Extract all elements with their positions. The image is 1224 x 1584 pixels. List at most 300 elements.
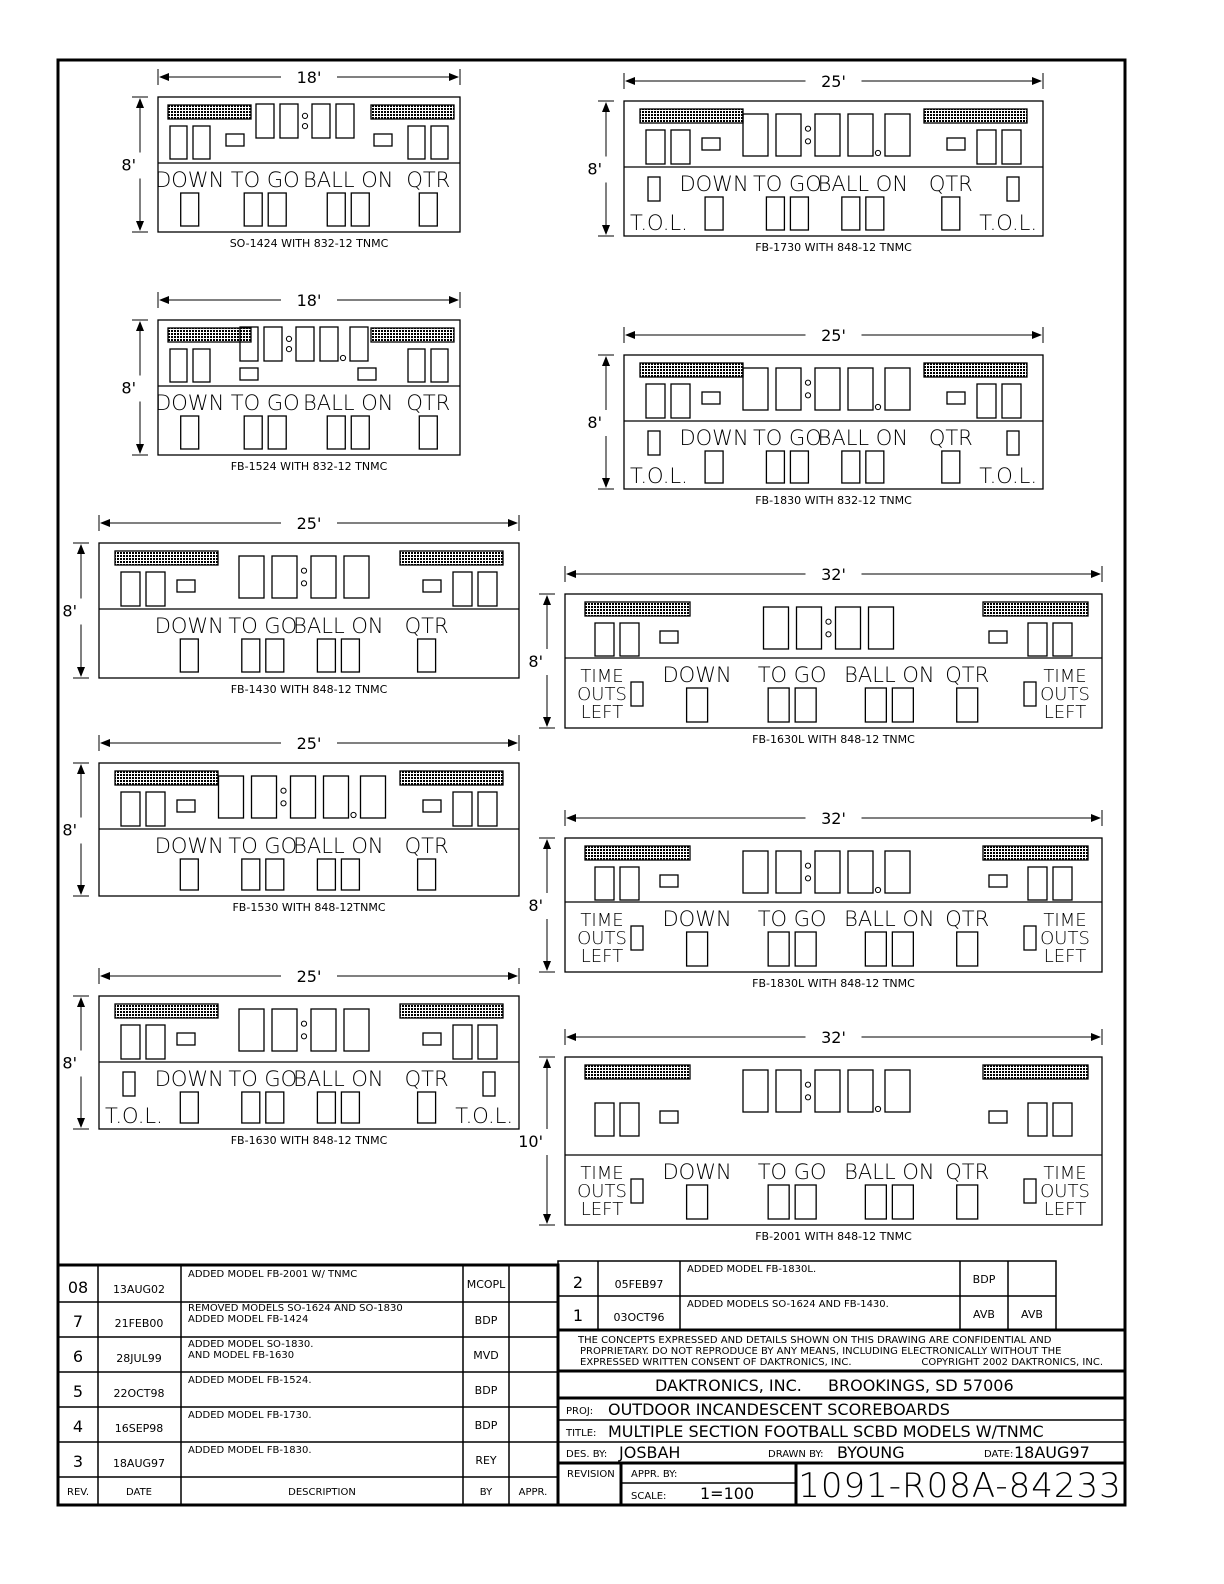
label-qtr: QTR (404, 1067, 449, 1091)
digit-down (705, 451, 723, 483)
tenths-digit (885, 851, 910, 893)
timeout-indicator-left (123, 1072, 135, 1096)
home-score-digit (595, 623, 614, 656)
drawn-label: DRAWN BY: (768, 1449, 824, 1460)
height-label: 8' (121, 155, 136, 175)
digit-ball-on (317, 639, 335, 672)
possession-indicator-right (423, 580, 441, 592)
digit-ball-on (327, 416, 345, 449)
tenths-digit (885, 114, 910, 156)
digit-to-go (242, 1092, 260, 1123)
message-matrix-left (168, 328, 251, 342)
digit-down (180, 859, 198, 890)
model-caption: FB-1530 WITH 848-12TNMC (232, 901, 386, 914)
label-qtr: QTR (945, 1160, 990, 1184)
header-appr: APPR. (518, 1487, 548, 1498)
rev-number: 2 (572, 1273, 584, 1292)
home-score-digit (595, 1103, 614, 1136)
rev-date: 22OCT98 (113, 1387, 165, 1400)
message-matrix-left (168, 105, 251, 119)
label-ball-on: BALL ON (844, 663, 935, 687)
home-score-digit (646, 384, 665, 418)
possession-indicator-right (989, 1111, 1007, 1123)
width-label: 32' (821, 809, 846, 828)
possession-indicator-left (226, 134, 244, 146)
digit-to-go (242, 859, 260, 890)
width-label: 32' (821, 565, 846, 584)
guest-score-digit (431, 126, 448, 159)
guest-score-digit (478, 572, 497, 606)
timeouts-left-label-right: TIME OUTS LEFT (1040, 666, 1090, 723)
guest-score-digit (478, 1025, 497, 1059)
label-to-go: TO GO (757, 907, 827, 931)
clock-digit (320, 327, 338, 361)
timeout-indicator-right (1024, 926, 1036, 950)
rev-description: ADDED MODEL FB-1830L. (687, 1264, 817, 1275)
digit-qtr (418, 859, 436, 890)
colon-dot (805, 1082, 810, 1087)
digit-down (687, 1185, 708, 1219)
digit-ball-on (317, 859, 335, 890)
digit-ball-on (866, 197, 884, 230)
message-matrix-right (983, 1065, 1088, 1079)
digit-down (181, 193, 199, 226)
label-ball-on: BALL ON (844, 907, 935, 931)
home-score-digit (620, 623, 639, 656)
message-matrix-right (400, 771, 503, 785)
digit-ball-on (892, 688, 913, 722)
clock-digit (324, 776, 349, 818)
digit-qtr (942, 197, 960, 230)
possession-indicator-right (423, 800, 441, 812)
rev-description: ADDED MODEL SO-1830. (188, 1339, 314, 1350)
model-caption: FB-1430 WITH 848-12 TNMC (230, 683, 388, 696)
home-score-digit (121, 1025, 140, 1059)
digit-to-go (266, 639, 284, 672)
clock-digit (311, 1009, 336, 1051)
clock-digit (776, 851, 801, 893)
label-to-go: TO GO (228, 1067, 298, 1091)
clock-digit (344, 556, 369, 598)
width-label: 25' (296, 734, 322, 753)
guest-score-digit (453, 1025, 472, 1059)
rev-by: MCOPL (466, 1278, 506, 1291)
colon-dot (805, 139, 810, 144)
digit-to-go (790, 451, 808, 483)
digit-to-go (266, 1092, 284, 1123)
scoreboard-fb1830l (528, 809, 1102, 990)
clock-digit (239, 1009, 264, 1051)
colon-dot (805, 876, 810, 881)
clock-digit (797, 607, 822, 649)
rev-number: 3 (72, 1452, 84, 1471)
guest-score-digit (1028, 867, 1047, 900)
digit-to-go (268, 416, 286, 449)
message-matrix-right (983, 602, 1088, 616)
scoreboard-so1424 (121, 68, 460, 250)
height-label: 8' (62, 820, 77, 840)
model-caption: FB-1630L WITH 848-12 TNMC (752, 733, 915, 746)
clock-digit (743, 1070, 768, 1112)
digit-ball-on (341, 859, 359, 890)
possession-indicator-right (989, 631, 1007, 643)
revision-label: REVISION (567, 1469, 615, 1480)
label-to-go: TO GO (228, 834, 298, 858)
board-outline (565, 1057, 1102, 1225)
guest-score-digit (1028, 623, 1047, 656)
height-label: 10' (518, 1132, 543, 1151)
rev-description: ADDED MODEL FB-1830. (188, 1445, 312, 1456)
label-qtr: QTR (945, 663, 990, 687)
rev-number: 08 (67, 1278, 89, 1297)
model-caption: FB-2001 WITH 848-12 TNMC (755, 1230, 912, 1243)
rev-description: ADDED MODEL FB-1730. (188, 1410, 312, 1421)
possession-indicator-left (177, 580, 195, 592)
scoreboard-drawings (62, 68, 1102, 1243)
height-label: 8' (587, 413, 602, 432)
decimal-dot (875, 1106, 880, 1111)
timeout-indicator-left (631, 926, 643, 950)
rev-number: 5 (72, 1382, 84, 1401)
timeout-indicator-left (631, 682, 643, 706)
width-label: 32' (821, 1028, 846, 1047)
colon-dot (805, 393, 810, 398)
scoreboard-fb1630 (62, 967, 519, 1147)
home-score-digit (121, 572, 140, 606)
clock-digit (264, 327, 282, 361)
revision-rows-right (573, 1264, 1043, 1325)
timeout-indicator-left (648, 431, 660, 455)
label-qtr: QTR (406, 168, 451, 192)
rev-by: BDP (474, 1384, 498, 1397)
clock-digit (336, 104, 354, 138)
clock-digit (743, 114, 768, 156)
possession-indicator-left (702, 138, 720, 150)
clock-digit (848, 368, 873, 410)
home-score-digit (146, 1025, 165, 1059)
digit-to-go (766, 197, 784, 230)
des-label: DES. BY: (566, 1449, 608, 1460)
possession-indicator-left (660, 875, 678, 887)
label-ball-on: BALL ON (303, 391, 394, 415)
model-caption: FB-1630 WITH 848-12 TNMC (230, 1134, 388, 1147)
colon-dot (301, 568, 306, 573)
guest-score-digit (431, 349, 448, 382)
label-down: DOWN (155, 391, 225, 415)
label-ball-on: BALL ON (293, 1067, 384, 1091)
label-to-go: TO GO (757, 1160, 827, 1184)
guest-score-digit (1028, 1103, 1047, 1136)
clock-digit (776, 114, 801, 156)
colon-dot (302, 124, 307, 129)
height-label: 8' (528, 896, 543, 915)
possession-indicator-left (660, 631, 678, 643)
rev-appr: AVB (1021, 1308, 1043, 1321)
height-label: 8' (62, 1053, 77, 1073)
home-score-digit (671, 130, 690, 164)
timeouts-left-label-left: TIME OUTS LEFT (577, 666, 627, 723)
label-down: DOWN (679, 426, 749, 450)
rev-number: 7 (72, 1312, 84, 1331)
tol-label-left: T.O.L. (105, 1104, 163, 1128)
guest-score-digit (453, 572, 472, 606)
clock-digit (280, 104, 298, 138)
decimal-dot (875, 150, 880, 155)
rev-description: REMOVED MODELS SO-1624 AND SO-1830 (188, 1303, 403, 1314)
width-label: 25' (821, 72, 846, 91)
guest-score-digit (1002, 130, 1021, 164)
digit-ball-on (865, 688, 886, 722)
digit-ball-on (842, 451, 860, 483)
rev-number: 1 (572, 1306, 584, 1325)
guest-score-digit (408, 349, 425, 382)
header-by: BY (479, 1487, 493, 1498)
colon-dot (281, 801, 286, 806)
label-qtr: QTR (406, 391, 451, 415)
drawing-date: 18AUG97 (1014, 1443, 1090, 1462)
clock-digit (291, 776, 316, 818)
colon-dot (826, 632, 831, 637)
label-ball-on: BALL ON (293, 834, 384, 858)
digit-ball-on (892, 932, 913, 966)
digit-qtr (419, 193, 437, 226)
rev-number: 6 (72, 1347, 84, 1366)
tenths-digit (350, 327, 368, 361)
height-label: 8' (587, 159, 602, 179)
rev-description: ADDED MODEL FB-1524. (188, 1375, 312, 1386)
model-caption: SO-1424 WITH 832-12 TNMC (229, 237, 389, 250)
scoreboard-fb2001 (518, 1028, 1102, 1243)
colon-dot (826, 619, 831, 624)
colon-dot (805, 1095, 810, 1100)
timeout-indicator-left (631, 1179, 643, 1203)
guest-score-digit (1053, 623, 1072, 656)
label-qtr: QTR (404, 834, 449, 858)
guest-score-digit (1002, 384, 1021, 418)
width-label: 18' (296, 68, 322, 87)
home-score-digit (193, 349, 210, 382)
clock-digit (296, 327, 314, 361)
rev-by: BDP (474, 1314, 498, 1327)
clock-digit (836, 607, 861, 649)
guest-score-digit (478, 792, 497, 826)
notice-line-3: EXPRESSED WRITTEN CONSENT OF DAKTRONICS, INC. (580, 1357, 852, 1368)
rev-date: 18AUG97 (112, 1457, 166, 1470)
possession-indicator-right (947, 392, 965, 404)
proj-label: PROJ: (566, 1406, 594, 1417)
home-score-digit (170, 349, 187, 382)
model-caption: FB-1730 WITH 848-12 TNMC (755, 241, 912, 254)
timeout-indicator-right (1024, 1179, 1036, 1203)
digit-qtr (957, 932, 978, 966)
copyright: COPYRIGHT 2002 DAKTRONICS, INC. (921, 1357, 1103, 1368)
digit-ball-on (892, 1185, 913, 1219)
clock-digit (764, 607, 789, 649)
tol-label-right: T.O.L. (979, 211, 1037, 235)
rev-date: 03OCT96 (613, 1311, 665, 1324)
home-score-digit (146, 792, 165, 826)
possession-indicator-left (702, 392, 720, 404)
decimal-dot (875, 404, 880, 409)
label-to-go: TO GO (757, 663, 827, 687)
home-score-digit (146, 572, 165, 606)
scoreboard-fb1524 (121, 291, 460, 473)
label-ball-on: BALL ON (817, 172, 909, 196)
clock-digit (239, 556, 264, 598)
colon-dot (281, 788, 286, 793)
rev-by: AVB (973, 1308, 995, 1321)
digit-ball-on (327, 193, 345, 226)
possession-indicator-left (177, 800, 195, 812)
digit-ball-on (866, 451, 884, 483)
clock-digit (815, 851, 840, 893)
label-ball-on: BALL ON (303, 168, 394, 192)
clock-digit (869, 607, 894, 649)
label-to-go: TO GO (230, 391, 300, 415)
clock-digit (848, 114, 873, 156)
digit-ball-on (865, 932, 886, 966)
revision-rows-left (67, 1269, 547, 1498)
label-to-go: TO GO (752, 426, 822, 450)
label-ball-on: BALL ON (817, 426, 909, 450)
clock-digit (272, 1009, 297, 1051)
possession-indicator-right (947, 138, 965, 150)
drawing-title: MULTIPLE SECTION FOOTBALL SCBD MODELS W/TNMC (608, 1422, 1044, 1441)
message-matrix-left (585, 602, 690, 616)
digit-to-go (244, 193, 262, 226)
label-down: DOWN (662, 1160, 732, 1184)
clock-digit (776, 368, 801, 410)
header-date: DATE (125, 1487, 153, 1498)
guest-score-digit (1053, 867, 1072, 900)
home-score-digit (620, 867, 639, 900)
digit-to-go (242, 639, 260, 672)
rev-date: 16SEP98 (114, 1422, 164, 1435)
timeouts-left-label-left: TIME OUTS LEFT (577, 1163, 627, 1220)
digit-ball-on (341, 639, 359, 672)
home-score-digit (620, 1103, 639, 1136)
scoreboard-fb1430 (62, 514, 519, 696)
clock-digit (815, 114, 840, 156)
possession-indicator-right (989, 875, 1007, 887)
width-label: 25' (821, 326, 846, 345)
clock-digit (815, 1070, 840, 1112)
timeout-indicator-right (1007, 177, 1019, 201)
decimal-dot (351, 812, 356, 817)
message-matrix-right (400, 1004, 503, 1018)
message-matrix-left (585, 1065, 690, 1079)
digit-down (180, 639, 198, 672)
rev-description: ADDED MODEL FB-2001 W/ TNMC (188, 1269, 358, 1280)
guest-score-digit (977, 384, 996, 418)
digit-qtr (957, 1185, 978, 1219)
decimal-dot (875, 887, 880, 892)
digit-to-go (266, 859, 284, 890)
message-matrix-left (640, 109, 743, 123)
digit-ball-on (865, 1185, 886, 1219)
label-to-go: TO GO (230, 168, 300, 192)
colon-dot (286, 336, 291, 341)
message-matrix-left (640, 363, 743, 377)
clock-digit (743, 368, 768, 410)
digit-ball-on (351, 193, 369, 226)
rev-by: BDP (474, 1419, 498, 1432)
possession-indicator-left (240, 368, 258, 380)
digit-ball-on (351, 416, 369, 449)
notice-line-1: THE CONCEPTS EXPRESSED AND DETAILS SHOWN ON THIS DRAWING ARE CONFIDENTIAL AND (578, 1335, 1052, 1346)
label-to-go: TO GO (228, 614, 298, 638)
colon-dot (805, 380, 810, 385)
drawing-number: 1091-R08A-84233 (798, 1466, 1122, 1506)
company-name: DAKTRONICS, INC. (655, 1376, 802, 1395)
digit-down (687, 932, 708, 966)
digit-to-go (790, 197, 808, 230)
colon-dot (805, 126, 810, 131)
digit-ball-on (317, 1092, 335, 1123)
label-down: DOWN (154, 614, 224, 638)
rev-date: 28JUL99 (116, 1352, 162, 1365)
digit-down (180, 1092, 198, 1123)
label-down: DOWN (662, 907, 732, 931)
label-down: DOWN (154, 834, 224, 858)
rev-description: ADDED MODEL FB-1424 (188, 1314, 309, 1325)
message-matrix-right (983, 846, 1088, 860)
clock-digit (311, 556, 336, 598)
tenths-digit (885, 368, 910, 410)
possession-indicator-right (358, 368, 376, 380)
model-caption: FB-1830 WITH 832-12 TNMC (755, 494, 912, 507)
label-down: DOWN (662, 663, 732, 687)
height-label: 8' (62, 601, 77, 621)
guest-score-digit (408, 126, 425, 159)
digit-to-go (768, 932, 789, 966)
home-score-digit (170, 126, 187, 159)
digit-to-go (768, 1185, 789, 1219)
header-description: DESCRIPTION (288, 1487, 356, 1498)
clock-digit (848, 1070, 873, 1112)
digit-to-go (795, 1185, 816, 1219)
digit-qtr (418, 639, 436, 672)
home-score-digit (121, 792, 140, 826)
colon-dot (805, 863, 810, 868)
clock-digit (219, 776, 244, 818)
label-qtr: QTR (404, 614, 449, 638)
scale-label: SCALE: (631, 1491, 667, 1502)
rev-by: MVD (473, 1349, 499, 1362)
company-location: BROOKINGS, SD 57006 (828, 1376, 1014, 1395)
scale-value: 1=100 (700, 1484, 755, 1503)
rev-by: REY (475, 1454, 497, 1467)
clock-digit (776, 1070, 801, 1112)
height-label: 8' (528, 652, 543, 671)
model-caption: FB-1830L WITH 848-12 TNMC (752, 977, 915, 990)
digit-to-go (766, 451, 784, 483)
rev-number: 4 (72, 1417, 84, 1436)
tol-label-left: T.O.L. (630, 464, 688, 488)
drawn-by: BYOUNG (837, 1443, 905, 1462)
notice-line-2: PROPRIETARY. DO NOT REPRODUCE BY ANY MEANS, INCLUDING ELECTRONICALLY WITHOUT THE (580, 1346, 1062, 1357)
tol-label-left: T.O.L. (630, 211, 688, 235)
message-matrix-right (924, 363, 1027, 377)
title-label: TITLE: (566, 1428, 597, 1439)
digit-qtr (419, 416, 437, 449)
message-matrix-left (115, 771, 218, 785)
possession-indicator-left (660, 1111, 678, 1123)
possession-indicator-left (177, 1033, 195, 1045)
colon-dot (301, 1034, 306, 1039)
clock-digit (256, 104, 274, 138)
home-score-digit (595, 867, 614, 900)
